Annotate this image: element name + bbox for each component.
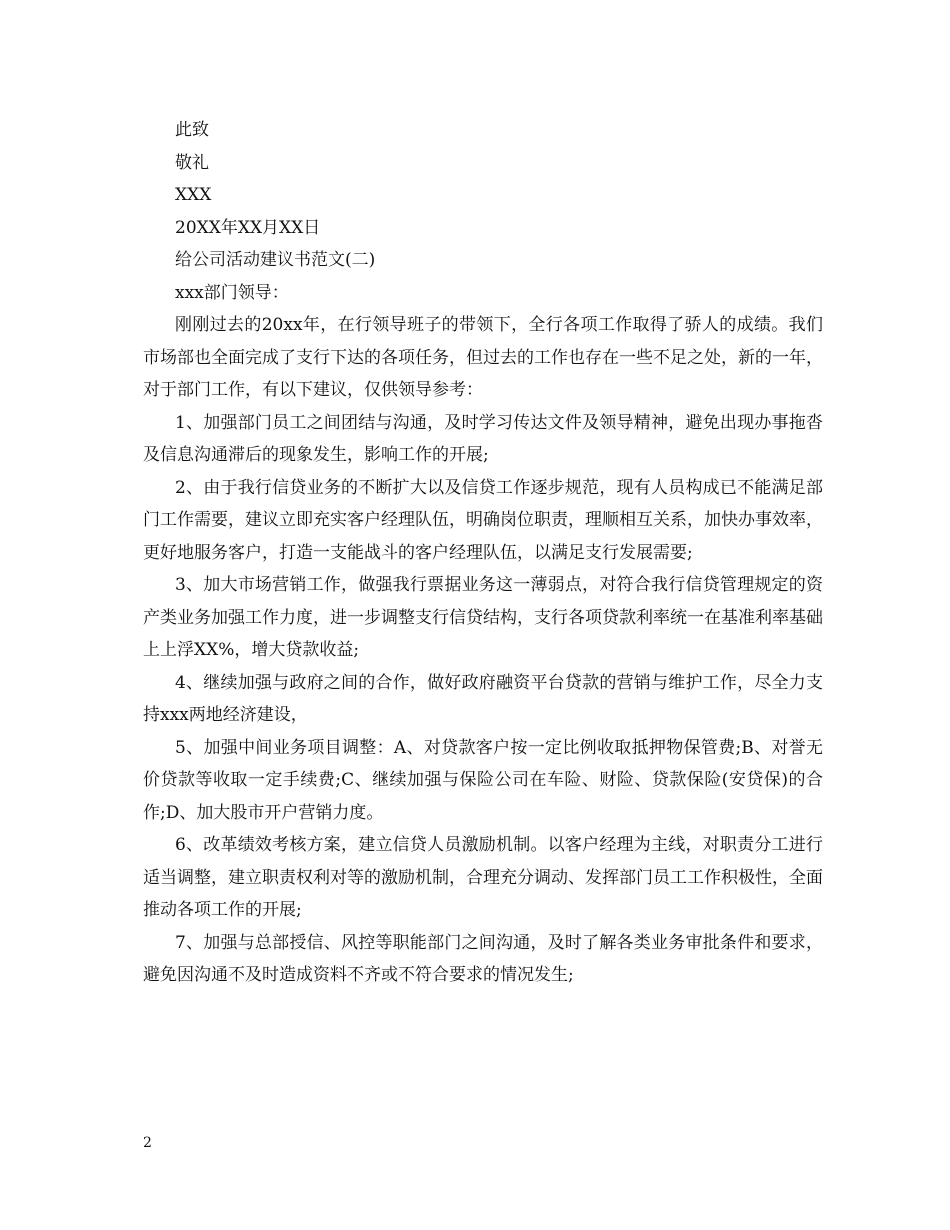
document-body [143, 114, 823, 992]
suggestion-paragraph-1: 1、加强部门员工之间团结与沟通，及时学习传达文件及领导精神，避免出现办事拖沓及信息沟通滞后的现象发生，影响工作的开展; [143, 412, 823, 465]
closing-regards: 敬礼 [175, 152, 209, 173]
suggestion-paragraph-5: 5、加强中间业务项目调整：A、对贷款客户按一定比例收取抵押物保管费;B、对誉无价贷款等收取一定手续费;C、继续加强与保险公司在车险、财险、贷款保险(安贷保)的合作;D、加大股市开户营销力度。 [143, 737, 823, 823]
closing-salutation: 此致 [175, 120, 209, 140]
suggestion-paragraph-7: 7、加强与总部授信、风控等职能部门之间沟通，及时了解各类业务审批条件和要求，避免因沟通不及时造成资料不齐或不符合要求的情况发生; [143, 932, 823, 985]
signature-date: 20XX年XX月XX日 [175, 217, 321, 238]
suggestion-paragraph-6: 6、改革绩效考核方案，建立信贷人员激励机制。以客户经理为主线，对职责分工进行适当调整，建立职责权利对等的激励机制，合理充分调动、发挥部门员工工作积极性，全面推动各项工作的开展; [143, 835, 823, 920]
suggestion-paragraph-4: 4、继续加强与政府之间的合作，做好政府融资平台贷款的营销与维护工作，尽全力支持xxx两地经济建设， [143, 672, 823, 725]
signature-name: XXX [175, 185, 212, 205]
suggestion-paragraph-3: 3、加大市场营销工作，做强我行票据业务这一薄弱点，对符合我行信贷管理规定的资产类业务加强工作力度，进一步调整支行信贷结构，支行各项贷款利率统一在基准利率基础上上浮XX%，增大贷款收益; [143, 575, 823, 660]
letter-addressee: xxx部门领导： [175, 282, 289, 303]
intro-paragraph: 刚刚过去的20xx年，在行领导班子的带领下，全行各项工作取得了骄人的成绩。我们市场部也全面完成了支行下达的各项任务，但过去的工作也存在一些不足之处，新的一年，对于部门工作，有以下建议，仅供领导参考： [143, 315, 823, 400]
suggestion-paragraph-2: 2、由于我行信贷业务的不断扩大以及信贷工作逐步规范，现有人员构成已不能满足部门工作需要，建议立即充实客户经理队伍，明确岗位职责，理顺相互关系，加快办事效率，更好地服务客户，打造一支能战斗的客户经理队伍，以满足支行发展需要; [143, 477, 823, 563]
section-title: 给公司活动建议书范文(二) [175, 250, 376, 270]
page-number: 2 [143, 1135, 152, 1151]
